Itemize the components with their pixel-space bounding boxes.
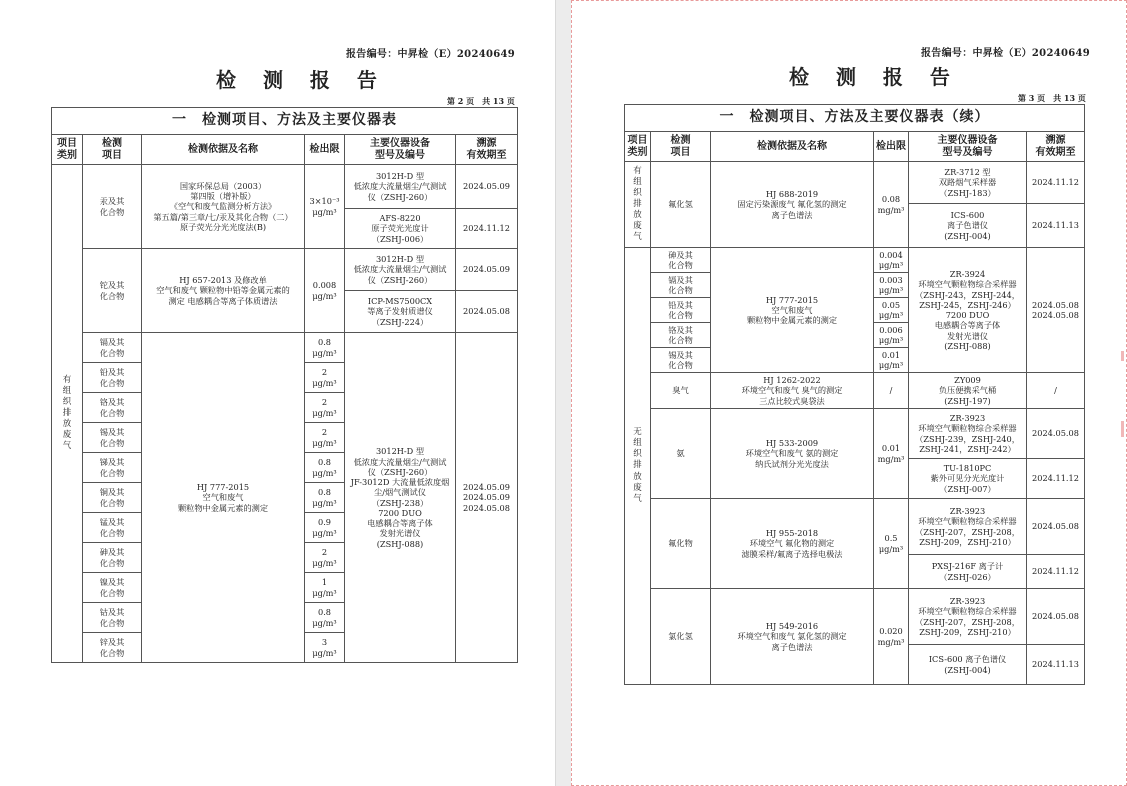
item-cell: 氯化氢 [651, 589, 711, 685]
item-cell: 钴及其 化合物 [83, 603, 142, 633]
instrument-cell: ICP-MS7500CX 等离子发射质谱仪 （ZSHJ-224） [345, 291, 456, 333]
item-cell: 臭气 [651, 373, 711, 409]
category-cell [52, 165, 83, 663]
table-row [52, 165, 518, 209]
instrument-cell: PXSJ-216F 离子计 （ZSHJ-026） [909, 555, 1027, 589]
item-cell: 镉及其 化合物 [651, 273, 711, 298]
report-page-2 [0, 0, 556, 786]
report-page-3 [571, 0, 1127, 786]
table-row [625, 373, 1085, 409]
limit-cell: 0.020 mg/m³ [874, 589, 909, 685]
header-valid-date: 溯源 有效期至 [456, 135, 518, 165]
limit-cell: 0.003 μg/m³ [874, 273, 909, 298]
header-instrument: 主要仪器设备 型号及编号 [345, 135, 456, 165]
item-cell: 镉及其 化合物 [83, 333, 142, 363]
date-cell: 2024.11.12 [1027, 162, 1085, 204]
table-header-row [625, 132, 1085, 162]
date-cell: 2024.11.13 [1027, 204, 1085, 248]
item-cell: 锑及其 化合物 [83, 453, 142, 483]
instrument-cell: ZY009 负压便携采气桶 (ZSHJ-197) [909, 373, 1027, 409]
limit-cell: 0.5 μg/m³ [874, 499, 909, 589]
method-cell: HJ 955-2018 环境空气 氟化物的测定 滤膜采样/氟离子选择电极法 [711, 499, 874, 589]
method-cell: HJ 688-2019 固定污染源废气 氟化氢的测定 离子色谱法 [711, 162, 874, 248]
page-number: 第 3 页 共 13 页 [1018, 93, 1086, 103]
edge-mark [1121, 421, 1124, 437]
table-row [625, 589, 1085, 645]
limit-cell: 0.01 mg/m³ [874, 409, 909, 499]
table-caption: 一 检测项目、方法及主要仪器表 [52, 108, 518, 135]
item-cell: 砷及其 化合物 [83, 543, 142, 573]
limit-cell: / [874, 373, 909, 409]
instrument-cell: ZR-3924 环境空气颗粒物综合采样器 （ZSHJ-243，ZSHJ-244， ZSHJ-245，ZSHJ-246） 7200 DUO 电感耦合等离子体 发射光谱仪 (ZSHJ-088) [909, 248, 1027, 373]
limit-cell: 3 μg/m³ [305, 633, 345, 663]
table-caption: 一 检测项目、方法及主要仪器表（续） [625, 105, 1085, 132]
instrument-cell: ZR-3712 型 双路烟气采样器 （ZSHJ-183） [909, 162, 1027, 204]
date-cell: 2024.05.08 [1027, 589, 1085, 645]
item-cell: 铊及其 化合物 [83, 249, 142, 333]
table-row [625, 248, 1085, 273]
limit-cell: 2 μg/m³ [305, 423, 345, 453]
header-valid-date: 溯源 有效期至 [1027, 132, 1085, 162]
date-cell: 2024.11.13 [1027, 645, 1085, 685]
limit-cell: 2 μg/m³ [305, 393, 345, 423]
instrument-cell: TU-1810PC 紫外可见分光光度计 （ZSHJ-007） [909, 459, 1027, 499]
method-instrument-table [624, 104, 1085, 685]
date-cell: 2024.05.08 2024.05.08 [1027, 248, 1085, 373]
limit-cell: 1 μg/m³ [305, 573, 345, 603]
report-title: 检 测 报 告 [216, 68, 387, 92]
header-method: 检测依据及名称 [711, 132, 874, 162]
method-cell: HJ 777-2015 空气和废气 颗粒物中金属元素的测定 [142, 333, 305, 663]
date-cell: / [1027, 373, 1085, 409]
date-cell: 2024.05.08 [1027, 409, 1085, 459]
category-label: 有 组 织 排 放 废 气 [633, 165, 642, 243]
date-cell: 2024.05.09 2024.05.09 2024.05.08 [456, 333, 518, 663]
method-cell: HJ 1262-2022 环境空气和废气 臭气的测定 三点比较式臭袋法 [711, 373, 874, 409]
limit-cell: 2 μg/m³ [305, 363, 345, 393]
date-cell: 2024.05.09 [456, 249, 518, 291]
item-cell: 铬及其 化合物 [83, 393, 142, 423]
instrument-cell: ZR-3923 环境空气颗粒物综合采样器 （ZSHJ-207，ZSHJ-208， ZSHJ-209，ZSHJ-210） [909, 589, 1027, 645]
header-category: 项目 类别 [625, 132, 651, 162]
limit-cell: 0.8 μg/m³ [305, 603, 345, 633]
date-cell: 2024.05.08 [456, 291, 518, 333]
limit-cell: 0.9 μg/m³ [305, 513, 345, 543]
table-row [52, 249, 518, 291]
table-row [52, 333, 518, 363]
page-number: 第 2 页 共 13 页 [447, 96, 515, 106]
instrument-cell: ZR-3923 环境空气颗粒物综合采样器 （ZSHJ-207，ZSHJ-208， ZSHJ-209，ZSHJ-210） [909, 499, 1027, 555]
instrument-cell: 3012H-D 型 低浓度大流量烟尘/气测试 仪（ZSHJ-260） [345, 249, 456, 291]
edge-mark [1121, 351, 1124, 361]
method-instrument-table [51, 107, 518, 663]
item-cell: 锡及其 化合物 [651, 348, 711, 373]
header-category: 项目 类别 [52, 135, 83, 165]
method-cell: HJ 533-2009 环境空气和废气 氨的测定 纳氏试剂分光光度法 [711, 409, 874, 499]
item-cell: 铅及其 化合物 [83, 363, 142, 393]
limit-cell: 2 μg/m³ [305, 543, 345, 573]
item-cell: 铬及其 化合物 [651, 323, 711, 348]
report-number: 报告编号：中昇检（E）20240649 [346, 49, 515, 60]
date-cell: 2024.11.12 [1027, 459, 1085, 499]
table-row [625, 499, 1085, 555]
method-cell: 国家环保总局（2003） 第四版（增补版） 《空气和废气监测分析方法》 第五篇/第三章/七/汞及其化合物（二） 原子荧光分光光度法(B) [142, 165, 305, 249]
item-cell: 镍及其 化合物 [83, 573, 142, 603]
header-item: 检测 项目 [651, 132, 711, 162]
item-cell: 铅及其 化合物 [651, 298, 711, 323]
item-cell: 氟化物 [651, 499, 711, 589]
report-number: 报告编号：中昇检（E）20240649 [921, 48, 1090, 59]
method-cell: HJ 549-2016 环境空气和废气 氯化氢的测定 离子色谱法 [711, 589, 874, 685]
limit-cell: 0.8 μg/m³ [305, 483, 345, 513]
limit-cell: 0.8 μg/m³ [305, 333, 345, 363]
instrument-cell: AFS-8220 原子荧光光度计 （ZSHJ-006） [345, 209, 456, 249]
item-cell: 氟化氢 [651, 162, 711, 248]
date-cell: 2024.11.12 [456, 209, 518, 249]
date-cell: 2024.05.09 [456, 165, 518, 209]
limit-cell: 0.01 μg/m³ [874, 348, 909, 373]
item-cell: 氨 [651, 409, 711, 499]
category-label: 无 组 织 排 放 废 气 [633, 427, 642, 504]
category-label: 有 组 织 排 放 废 气 [62, 374, 72, 452]
table-row [625, 409, 1085, 459]
report-title: 检 测 报 告 [789, 65, 960, 89]
limit-cell: 0.08 mg/m³ [874, 162, 909, 248]
item-cell: 砷及其 化合物 [651, 248, 711, 273]
header-limit: 检出限 [874, 132, 909, 162]
item-cell: 汞及其 化合物 [83, 165, 142, 249]
item-cell: 锌及其 化合物 [83, 633, 142, 663]
header-instrument: 主要仪器设备 型号及编号 [909, 132, 1027, 162]
instrument-cell: 3012H-D 型 低浓度大流量烟尘/气测试 仪（ZSHJ-260） JF-3012D 大流量低浓度烟 尘/烟气测试仪 （ZSHJ-238） 7200 DUO 电感耦合等离子体 发射光谱仪 (ZSHJ-088) [345, 333, 456, 663]
table-header-row [52, 135, 518, 165]
category-cell [625, 162, 651, 248]
item-cell: 铜及其 化合物 [83, 483, 142, 513]
header-method: 检测依据及名称 [142, 135, 305, 165]
item-cell: 锡及其 化合物 [83, 423, 142, 453]
method-cell: HJ 777-2015 空气和废气 颗粒物中金属元素的测定 [711, 248, 874, 373]
date-cell: 2024.05.08 [1027, 499, 1085, 555]
method-cell: HJ 657-2013 及修改单 空气和废气 颗粒物中铅等金属元素的 测定 电感耦合等离子体质谱法 [142, 249, 305, 333]
limit-cell: 0.006 μg/m³ [874, 323, 909, 348]
limit-cell: 0.008 μg/m³ [305, 249, 345, 333]
category-cell [625, 248, 651, 685]
header-item: 检测 项目 [83, 135, 142, 165]
limit-cell: 3×10⁻³ μg/m³ [305, 165, 345, 249]
date-cell: 2024.11.12 [1027, 555, 1085, 589]
item-cell: 锰及其 化合物 [83, 513, 142, 543]
header-limit: 检出限 [305, 135, 345, 165]
limit-cell: 0.004 μg/m³ [874, 248, 909, 273]
instrument-cell: ZR-3923 环境空气颗粒物综合采样器 （ZSHJ-239，ZSHJ-240， ZSHJ-241，ZSHJ-242） [909, 409, 1027, 459]
table-row [625, 162, 1085, 204]
instrument-cell: ICS-600 离子色谱仪 (ZSHJ-004) [909, 204, 1027, 248]
instrument-cell: 3012H-D 型 低浓度大流量烟尘/气测试 仪（ZSHJ-260） [345, 165, 456, 209]
limit-cell: 0.8 μg/m³ [305, 453, 345, 483]
instrument-cell: ICS-600 离子色谱仪 (ZSHJ-004) [909, 645, 1027, 685]
limit-cell: 0.05 μg/m³ [874, 298, 909, 323]
